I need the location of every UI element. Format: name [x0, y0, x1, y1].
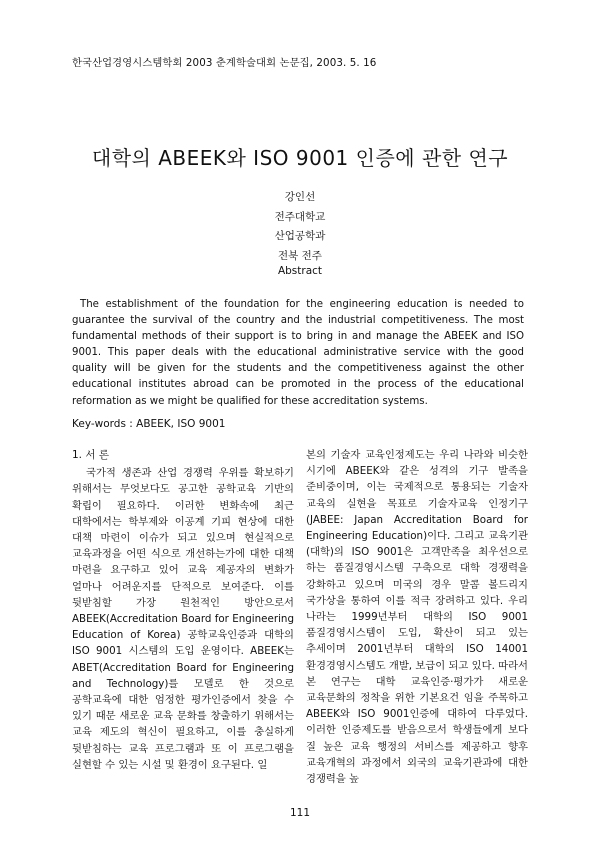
- abstract-heading: Abstract: [277, 265, 323, 277]
- affiliation-department: 산업공학과: [274, 230, 326, 242]
- paper-title: 대학의 ABEEK와 ISO 9001 인증에 관한 연구: [91, 146, 509, 170]
- abstract-paragraph: The establishment of the foundation for the engineering education is needed to guarantee the survival of the country and the industrial competitiveness. The most fundamental methods of their support is to bring in and manage the ABEEK and ISO 9001. This paper deals with the educational administrative service with the good quality will be given for the students and the competitiveness against the other educational institutes abroad can be promoted in the process of the educational reformation as we might be qualified for these accreditation systems.: [72, 299, 524, 407]
- author-block: [0, 188, 600, 266]
- body-column-right: [306, 447, 528, 787]
- affiliation-university: 전주대학교: [274, 210, 326, 223]
- affiliation-location: 전북 전주: [278, 249, 322, 262]
- section-heading-introduction: 1. 서 론: [72, 449, 109, 461]
- page-number: 111: [289, 807, 311, 819]
- abstract-body: [72, 297, 524, 410]
- running-header: 한국산업경영시스템학회 2003 춘계학술대회 논문집, 2003. 5. 16: [72, 57, 377, 69]
- right-column-paragraph: 본의 기술자 교육인정제도는 우리 나라와 비슷한 시기에 ABEEK와 같은 성격의 기구 발족을 준비중이며, 이는 국제적으로 통용되는 기술자 교육의 실현을 목표로 기술자교육 인정기구(JABEE: Japan Accreditation Board for Engineering Education)이다. 그리고 교육기관(대학)의 ISO 9001은 고객만족을 최우선으로 하는 품질경영시스템 구축으로 대학 경쟁력을 강화하고 있으며 미국의 경우 말콤 볼드리지 국가상을 통하여 이를 적극 장려하고 있다. 우리 나라는 1999년부터 대학의 ISO 9001 품질경영시스템이 도입, 확산이 되고 있는 추세이며 2001년부터 대학의 ISO 14001 환경경영시스템도 개발, 보급이 되고 있다. 따라서 본 연구는 대학 교육인증·평가가 새로운 교육문화의 정착을 위한 기본요건 임을 주목하고 ABEEK와 ISO 9001인증에 대하여 다루었다. 이러한 인증제도를 받음으로서 학생들에게 보다 질 높은 교육 행정의 서비스를 제공하고 향후 교육개혁의 과정에서 외국의 교육기관과에 대한 경쟁력을 높: [306, 449, 528, 786]
- keywords: Key-words : ABEEK, ISO 9001: [72, 418, 226, 430]
- author-name: 강인선: [284, 191, 316, 203]
- left-column-paragraph: 국가적 생존과 산업 경쟁력 우위를 확보하기 위해서는 무엇보다도 공고한 공학교육 기반의 확립이 필요하다. 이러한 변화속에 최근 대학에서는 학부제와 이공계 기피 현상에 대한 대책 마련이 이슈가 되고 있으며 현실적으로 교육과정을 어떤 식으로 개선하는가에 대한 대책 마련을 요구하고 있어 교육 제공자의 변화가 얼마나 어려운지를 단적으로 보여준다. 이를 뒷받침할 가장 원천적인 방안으로서 ABEEK(Accreditation Board for Engineering Education of Korea) 공학교육인증과 대학의 ISO 9001 시스템의 도입 운영이다. ABEEK는 ABET(Accreditation Board for Engineering and Technology)를 모델로 한 것으로 공학교육에 대한 엄정한 평가인증에서 찾을 수 있기 때문 새로운 교육 문화를 창출하기 위해서는 교육 제도의 혁신이 필요하고, 이를 충실하게 뒷받침하는 교육 프로그램과 또 이 프로그램을 실현할 수 있는 시설 및 환경이 요구된다. 일: [72, 467, 294, 771]
- body-column-left: [72, 447, 294, 773]
